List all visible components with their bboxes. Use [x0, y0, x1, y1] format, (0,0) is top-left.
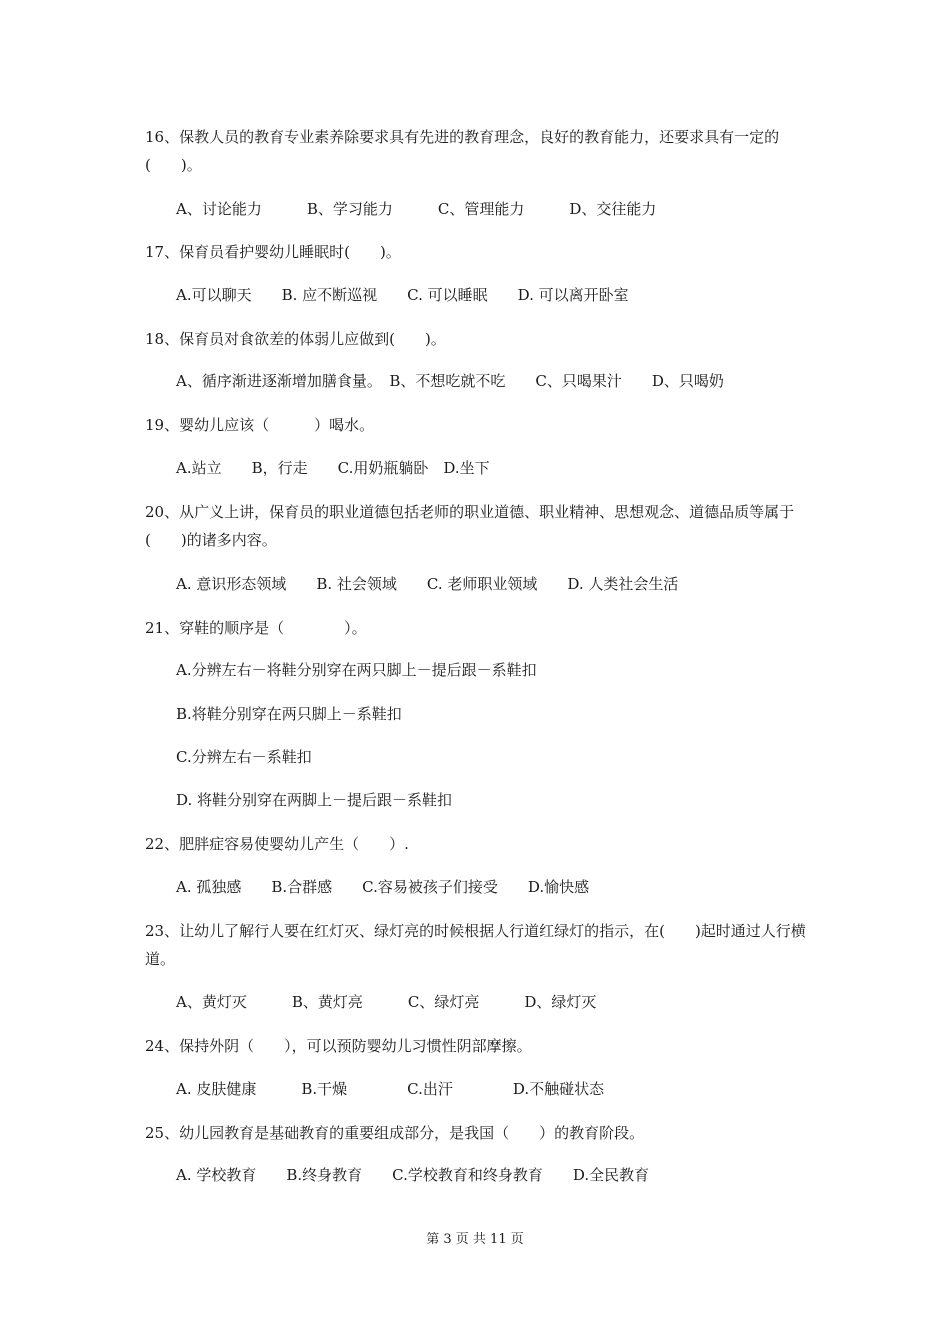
question-17: 17、保育员看护婴幼儿睡眠时( )。: [145, 243, 401, 261]
options-21-a: A.分辨左右－将鞋分别穿在两只脚上－提后跟－系鞋扣: [176, 661, 537, 679]
question-19: 19、婴幼儿应该（ ）喝水。: [145, 416, 375, 434]
options-21-d: D. 将鞋分别穿在两脚上－提后跟－系鞋扣: [176, 791, 453, 809]
options-25: A. 学校教育 B.终身教育 C.学校教育和终身教育 D.全民教育: [176, 1166, 650, 1184]
options-24: A. 皮肤健康 B.干燥 C.出汗 D.不触碰状态: [176, 1080, 605, 1098]
options-20: A. 意识形态领域 B. 社会领域 C. 老师职业领域 D. 人类社会生活: [176, 575, 679, 593]
options-17: A.可以聊天 B. 应不断巡视 C. 可以睡眠 D. 可以离开卧室: [176, 286, 629, 304]
question-25: 25、幼儿园教育是基础教育的重要组成部分，是我国（ ）的教育阶段。: [145, 1124, 645, 1142]
question-20: 20、从广义上讲，保育员的职业道德包括老师的职业道德、职业精神、思想观念、道德品质等属于( )的诸多内容。: [145, 503, 795, 549]
question-23: 23、让幼儿了解行人要在红灯灭、绿灯亮的时候根据人行道红绿灯的指示，在( )起时通过人行横道。: [145, 922, 806, 968]
options-22: A. 孤独感 B.合群感 C.容易被孩子们接受 D.愉快感: [176, 878, 590, 896]
question-16: 16、保教人员的教育专业素养除要求具有先进的教育理念，良好的教育能力，还要求具有一定的( )。: [145, 128, 780, 174]
question-18: 18、保育员对食欲差的体弱儿应做到( )。: [145, 330, 446, 348]
options-21-b: B.将鞋分别穿在两只脚上－系鞋扣: [176, 705, 402, 723]
question-22: 22、肥胖症容易使婴幼儿产生（ ）.: [145, 835, 409, 853]
options-21-c: C.分辨左右－系鞋扣: [176, 748, 312, 766]
options-19: A.站立 B，行走 C.用奶瓶躺卧 D.坐下: [176, 459, 490, 477]
question-24: 24、保持外阴（ ），可以预防婴幼儿习惯性阴部摩擦。: [145, 1037, 532, 1055]
options-18: A、循序渐进逐渐增加膳食量。 B、不想吃就不吃 C、只喝果汁 D、只喝奶: [176, 372, 724, 390]
question-21: 21、穿鞋的顺序是（ ）。: [145, 619, 367, 637]
options-16: A、讨论能力 B、学习能力 C、管理能力 D、交往能力: [176, 200, 657, 218]
page-number: 第 3 页 共 11 页: [426, 1232, 524, 1247]
options-23: A、黄灯灭 B、黄灯亮 C、绿灯亮 D、绿灯灭: [176, 993, 597, 1011]
